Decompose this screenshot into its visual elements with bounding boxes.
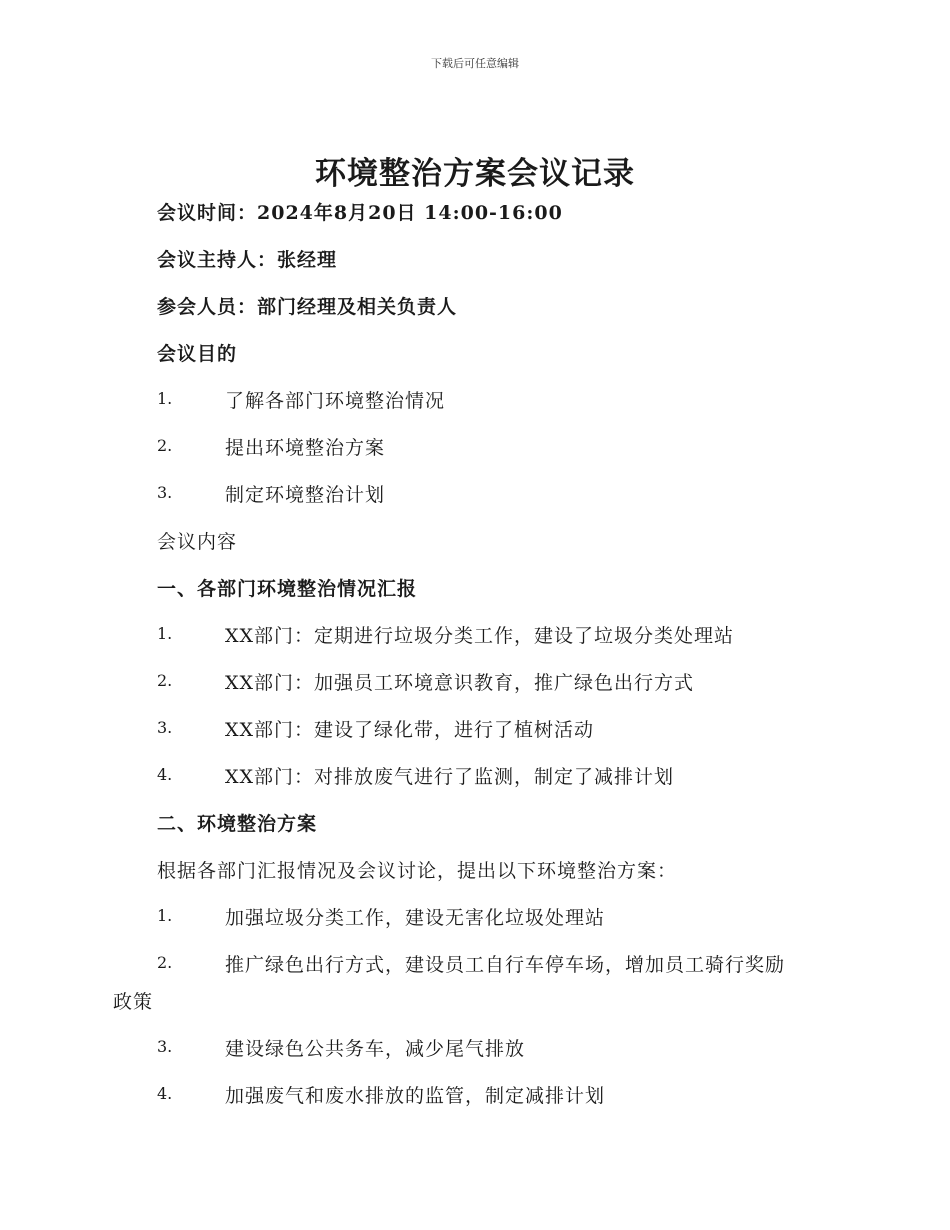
- purpose-heading: 会议目的: [157, 343, 238, 365]
- list-number: 2.: [157, 671, 173, 690]
- meeting-time: 会议时间：2024年8月20日 14:00-16:00: [157, 202, 563, 224]
- list-number: 3.: [157, 718, 173, 737]
- list-item: 建设绿色公共务车，减少尾气排放: [225, 1038, 526, 1060]
- list-item: XX部门：定期进行垃圾分类工作，建设了垃圾分类处理站: [225, 625, 735, 647]
- section2-heading: 二、环境整治方案: [157, 813, 318, 835]
- meeting-host: 会议主持人：张经理: [157, 249, 338, 271]
- content-heading: 会议内容: [157, 531, 238, 553]
- list-number: 2.: [157, 436, 173, 455]
- list-number: 1.: [157, 906, 173, 925]
- meeting-attendees: 参会人员：部门经理及相关负责人: [157, 296, 458, 318]
- list-number: 3.: [157, 483, 173, 502]
- list-item: 了解各部门环境整治情况: [225, 390, 446, 412]
- list-item: 加强废气和废水排放的监管，制定减排计划: [225, 1085, 606, 1107]
- list-item: XX部门：对排放废气进行了监测，制定了减排计划: [225, 766, 675, 788]
- list-item: 提出环境整治方案: [225, 437, 386, 459]
- list-item-continuation: 政策: [113, 991, 154, 1013]
- list-number: 2.: [157, 953, 173, 972]
- list-item: 制定环境整治计划: [225, 484, 386, 506]
- list-number: 3.: [157, 1037, 173, 1056]
- document-title: 环境整治方案会议记录: [315, 156, 635, 192]
- page-header: 下载后可任意编辑: [431, 57, 519, 70]
- list-number: 4.: [157, 765, 173, 784]
- list-item: 推广绿色出行方式，建设员工自行车停车场，增加员工骑行奖励: [225, 954, 786, 976]
- list-item: XX部门：加强员工环境意识教育，推广绿色出行方式: [225, 672, 695, 694]
- list-number: 1.: [157, 389, 173, 408]
- list-item: 加强垃圾分类工作，建设无害化垃圾处理站: [225, 907, 606, 929]
- list-number: 4.: [157, 1084, 173, 1103]
- list-number: 1.: [157, 624, 173, 643]
- list-item: XX部门：建设了绿化带，进行了植树活动: [225, 719, 595, 741]
- section2-intro: 根据各部门汇报情况及会议讨论，提出以下环境整治方案：: [157, 860, 678, 882]
- section1-heading: 一、各部门环境整治情况汇报: [157, 578, 418, 600]
